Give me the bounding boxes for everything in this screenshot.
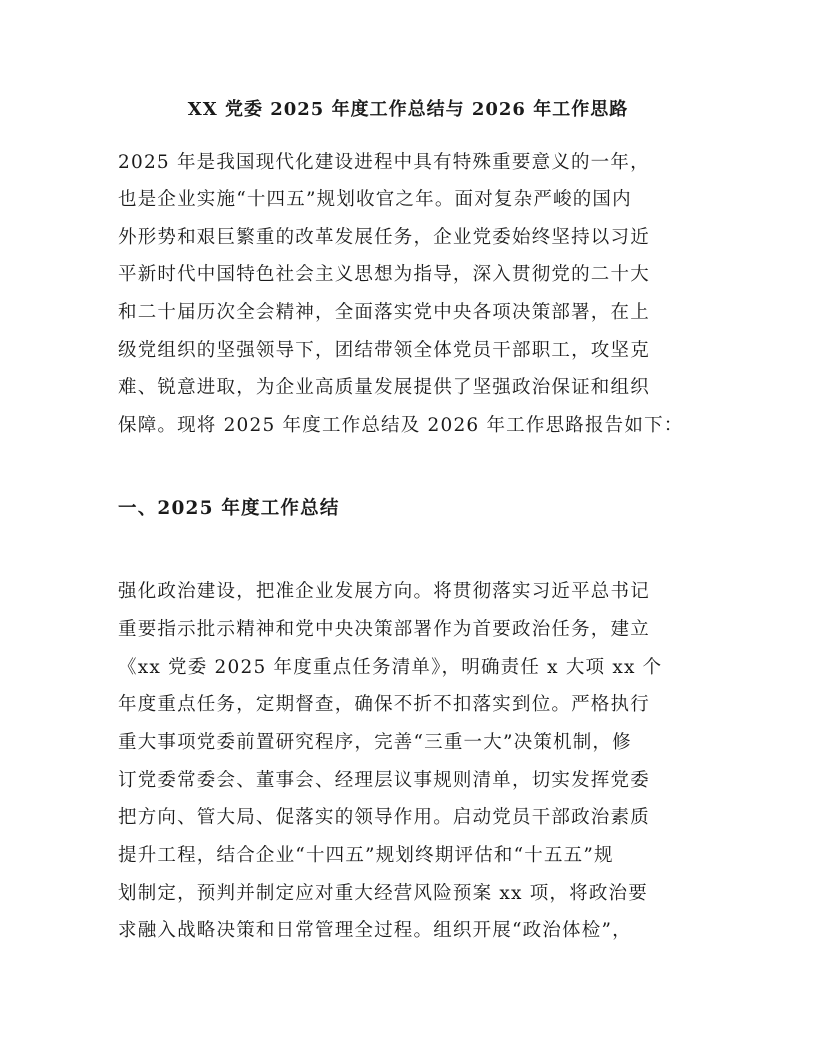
intro-line-4: 平新时代中国特色社会主义思想为指导，深入贯彻党的二十大 (118, 264, 650, 285)
body-line-4: 年度重点任务，定期督查，确保不折不扣落实到位。严格执行 (118, 694, 650, 715)
document-title: XX 党委 2025 年度工作总结与 2026 年工作思路 (187, 99, 629, 120)
intro-line-2: 也是企业实施“十四五”规划收官之年。面对复杂严峻的国内 (118, 189, 632, 210)
intro-line-6: 级党组织的坚强领导下，团结带领全体党员干部职工，攻坚克 (118, 340, 650, 361)
intro-line-8: 保障。现将 2025 年度工作总结及 2026 年工作思路报告如下： (118, 415, 684, 436)
intro-line-5: 和二十届历次全会精神，全面落实党中央各项决策部署，在上 (118, 302, 650, 323)
body-line-9: 划制定，预判并制定应对重大经营风险预案 xx 项，将政治要 (118, 883, 648, 904)
intro-line-7: 难、锐意进取，为企业高质量发展提供了坚强政治保证和组织 (118, 377, 650, 398)
body-line-7: 把方向、管大局、促落实的领导作用。启动党员干部政治素质 (118, 807, 650, 828)
body-line-6: 订党委常委会、董事会、经理层议事规则清单，切实发挥党委 (118, 770, 650, 791)
section-heading: 一、2025 年度工作总结 (118, 498, 340, 519)
body-line-5: 重大事项党委前置研究程序，完善“三重一大”决策机制，修 (118, 732, 632, 753)
body-line-8: 提升工程，结合企业“十四五”规划终期评估和“十五五”规 (118, 845, 614, 866)
body-line-3: 《xx 党委 2025 年度重点任务清单》，明确责任 x 大项 xx 个 (118, 657, 663, 678)
body-line-2: 重要指示批示精神和党中央决策部署作为首要政治任务，建立 (118, 619, 650, 640)
intro-line-3: 外形势和艰巨繁重的改革发展任务，企业党委始终坚持以习近 (118, 227, 650, 248)
intro-line-1: 2025 年是我国现代化建设进程中具有特殊重要意义的一年， (118, 152, 650, 173)
body-line-10: 求融入战略决策和日常管理全过程。组织开展“政治体检”， (118, 920, 632, 941)
body-line-1: 强化政治建设，把准企业发展方向。将贯彻落实习近平总书记 (118, 581, 650, 602)
